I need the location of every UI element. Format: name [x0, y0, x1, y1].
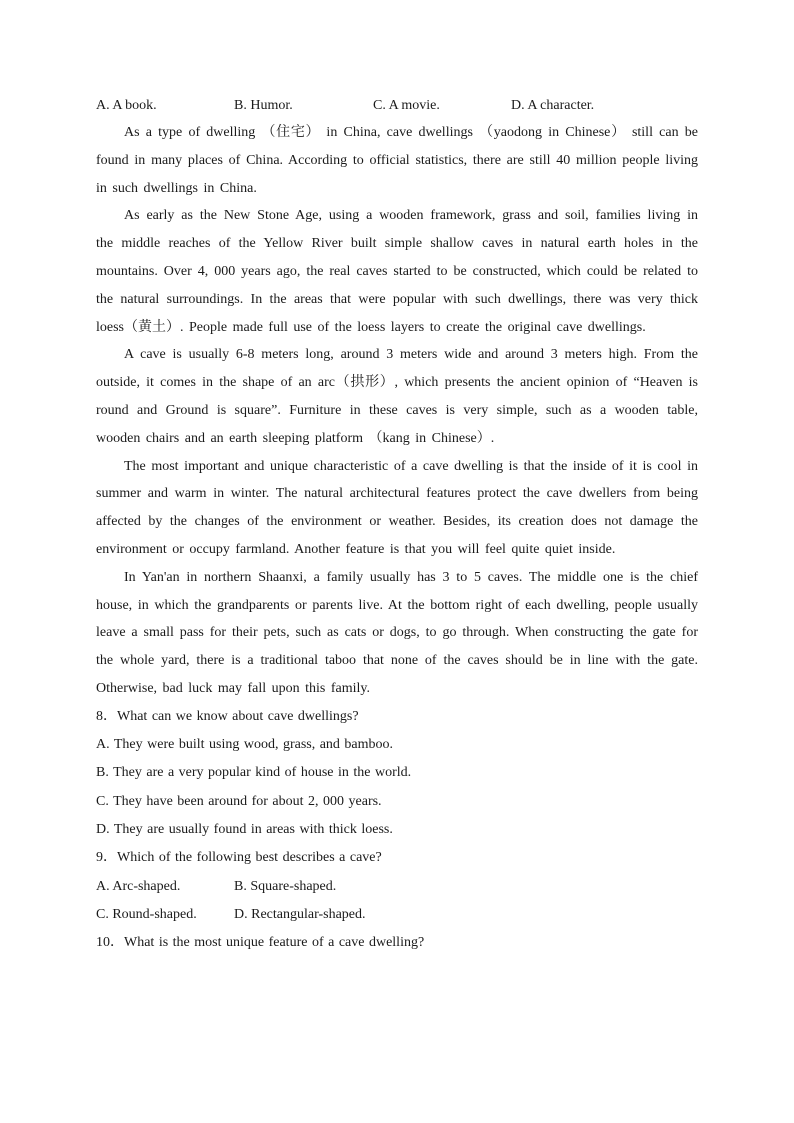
reading-passage: [96, 119, 698, 703]
passage-paragraph-5: In Yan'an in northern Shaanxi, a family usually has 3 to 5 caves. The middle one is the chief house, in which the grandparents or parents live. At the bottom right of each dwelling, people usually leave a small pass for their pets, such as cats or dogs, to go through. When constructing the gate for the whole yard, there is a traditional taboo that none of the caves should be in line with the gate. Otherwise, bad luck may fall upon this family.: [96, 569, 698, 696]
q9-options-row-2: [96, 901, 698, 929]
passage-paragraph-4: The most important and unique characteristic of a cave dwelling is that the inside of it is cool in summer and warm in winter. The natural architectural features protect the cave dwellers from being affected by the changes of the environment or weather. Besides, its creation does not damage the environment or occupy farmland. Another feature is that you will feel quite quiet inside.: [96, 458, 698, 557]
question-9: [96, 844, 698, 929]
q7-option-b: B. Humor.: [234, 98, 293, 113]
worksheet-page: [96, 94, 698, 957]
question-10: [96, 929, 698, 957]
q7-option-c: C. A movie.: [373, 98, 440, 113]
q8-option-d: D. They are usually found in areas with thick loess.: [96, 821, 393, 837]
q7-options: [96, 94, 698, 118]
q7-option-d: D. A character.: [511, 98, 595, 113]
q8-option-c: C. They have been around for about 2, 000 years.: [96, 793, 382, 809]
q9-stem: 9．Which of the following best describes a cave?: [96, 850, 382, 866]
q10-stem: 10．What is the most unique feature of a cave dwelling?: [96, 935, 425, 951]
q7-option-a: A. A book.: [96, 98, 157, 113]
q9-options-row-1: [96, 873, 698, 901]
q8-option-a: A. They were built using wood, grass, and bamboo.: [96, 737, 394, 753]
q9-option-c: C. Round-shaped.: [96, 906, 197, 922]
passage-paragraph-2: As early as the New Stone Age, using a wooden framework, grass and soil, families living in the middle reaches of the Yellow River built simple shallow caves in natural earth holes in the mountains. Over 4, 000 years ago, the real caves started to be constructed, which could be related to the natural surroundings. In the areas that were popular with such dwellings, there was very thick loess（黄土）. People made full use of the loess layers to create the original cave dwellings.: [96, 208, 698, 335]
q9-option-b: B. Square-shaped.: [234, 878, 337, 894]
q8-option-b: B. They are a very popular kind of house in the world.: [96, 765, 412, 781]
q9-option-d: D. Rectangular-shaped.: [234, 906, 366, 922]
q9-option-a: A. Arc-shaped.: [96, 878, 181, 894]
passage-paragraph-3: A cave is usually 6-8 meters long, around 3 meters wide and around 3 meters high. From the outside, it comes in the shape of an arc（拱形）, which presents the ancient opinion of “Heaven is round and Ground is square”. Furniture in these caves is very simple, such as a wooden table, wooden chairs and an earth sleeping platform （kang in Chinese）.: [96, 347, 698, 446]
question-8: [96, 703, 698, 844]
passage-paragraph-1: As a type of dwelling （住宅） in China, cave dwellings （yaodong in Chinese） still can be found in many places of China. According to official statistics, there are still 40 million people living in such dwellings in China.: [96, 125, 698, 196]
q8-stem: 8．What can we know about cave dwellings?: [96, 708, 359, 724]
